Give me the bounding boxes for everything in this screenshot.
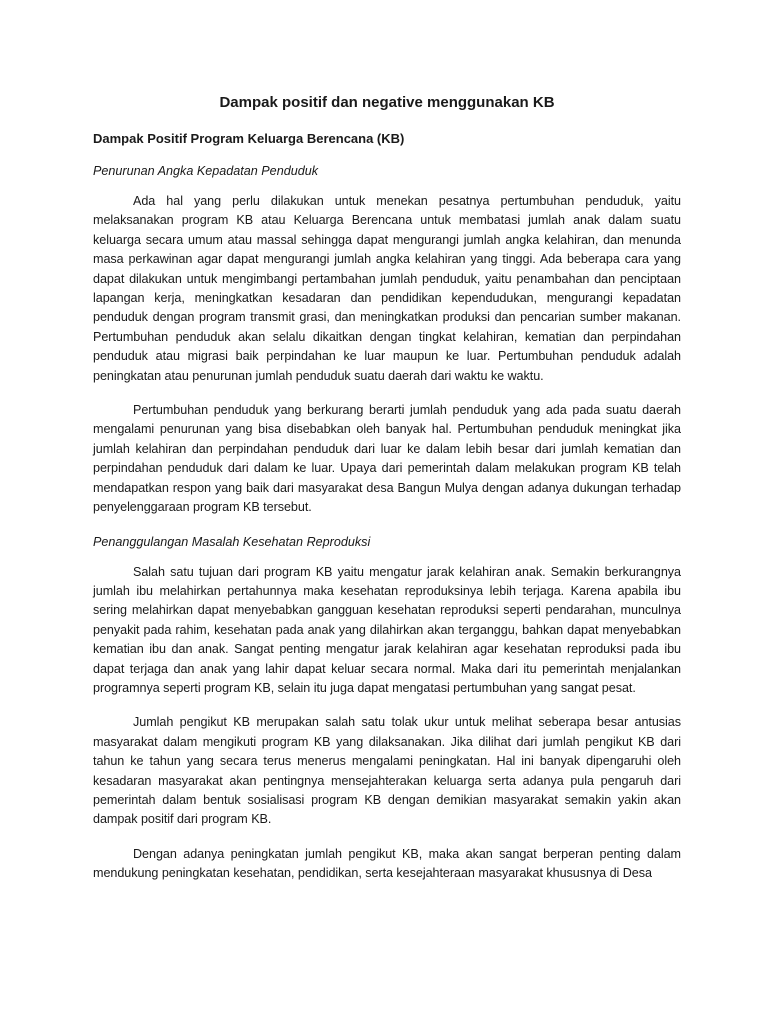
section-heading: Dampak Positif Program Keluarga Berencana (KB): [93, 131, 405, 146]
subsection-heading-reproduksi: Penanggulangan Masalah Kesehatan Reproduksi: [93, 534, 371, 549]
subsection-heading-kepadatan: Penurunan Angka Kepadatan Penduduk: [93, 164, 319, 178]
paragraph: Dengan adanya peningkatan jumlah pengikut KB, maka akan sangat berperan penting dalam mendukung peningkatan kesehatan, pendidikan, serta kesejahteraan masyarakat khususnya di Desa: [93, 846, 681, 881]
document-title: Dampak positif dan negative menggunakan KB: [219, 94, 555, 111]
paragraph: Jumlah pengikut KB merupakan salah satu tolak ukur untuk melihat seberapa besar antusias masyarakat dalam mengikuti program KB yang dilaksanakan. Jika dilihat dari jumlah pengikut KB dari tahun ke tahun yang secara terus menerus mengalami peningkatan. Hal ini banyak dipengaruhi oleh kesadaran masyarakat akan pentingnya mensejahterakan keluarga serta adanya pula pengaruh dari pemerintah dalam bentuk sosialisasi program KB dengan demikian masyarakat semakin yakin akan dampak positif dari program KB.: [93, 715, 681, 827]
document-page: [93, 93, 681, 884]
paragraph: Pertumbuhan penduduk yang berkurang berarti jumlah penduduk yang ada pada suatu daerah mengalami penurunan yang bisa disebabkan oleh banyak hal. Pertumbuhan penduduk meningkat jika jumlah kelahiran dan perpindahan penduduk dari luar ke dalam lebih besar dari jumlah kematian dan perpindahan penduduk dari dalam ke luar. Upaya dari pemerintah dalam melakukan program KB telah mendapatkan respon yang baik dari masyarakat desa Bangun Mulya dengan adanya dukungan terhadap penyelenggaraan program KB tersebut.: [93, 403, 681, 515]
paragraph: Ada hal yang perlu dilakukan untuk menekan pesatnya pertumbuhan penduduk, yaitu melaksanakan program KB atau Keluarga Berencana untuk membatasi jumlah anak dalam suatu keluarga secara umum atau massal sehingga dapat mengurangi jumlah angka kelahiran, dan menunda masa perkawinan agar dapat mengurangi jumlah angka kelahiran yang tinggi. Ada beberapa cara yang dapat dilakukan untuk mengimbangi pertambahan jumlah penduduk, yaitu penambahan dan penciptaan lapangan kerja, meningkatkan kesadaran dan pendidikan kependudukan, mengurangi kepadatan penduduk dengan program transmit grasi, dan meningkatkan produksi dan pencarian sumber makanan. Pertumbuhan penduduk akan selalu dikaitkan dengan tingkat kelahiran, kematian dan perpindahan penduduk atau migrasi baik perpindahan ke luar maupun ke luar. Pertumbuhan penduduk adalah peningkatan atau penurunan jumlah penduduk suatu daerah dari waktu ke waktu.: [93, 194, 681, 383]
paragraph: Salah satu tujuan dari program KB yaitu mengatur jarak kelahiran anak. Semakin berkurangnya jumlah ibu melahirkan pertahunnya maka kesehatan reproduksinya lebih terjaga. Karena apabila ibu sering melahirkan dapat menyebabkan gangguan kesehatan reproduksi seperti pendarahan, munculnya penyakit pada rahim, kesehatan pada anak yang dilahirkan akan terganggu, bahkan dapat menyebabkan kematian ibu dan anak. Sangat penting mengatur jarak kelahiran agar kesehatan reproduksi pada ibu dapat terjaga dan anak yang lahir dapat keluar secara normal. Maka dari itu pemerintah menjalankan programnya seperti program KB, selain itu juga dapat mengatasi pertumbuhan yang sangat pesat.: [93, 564, 681, 695]
